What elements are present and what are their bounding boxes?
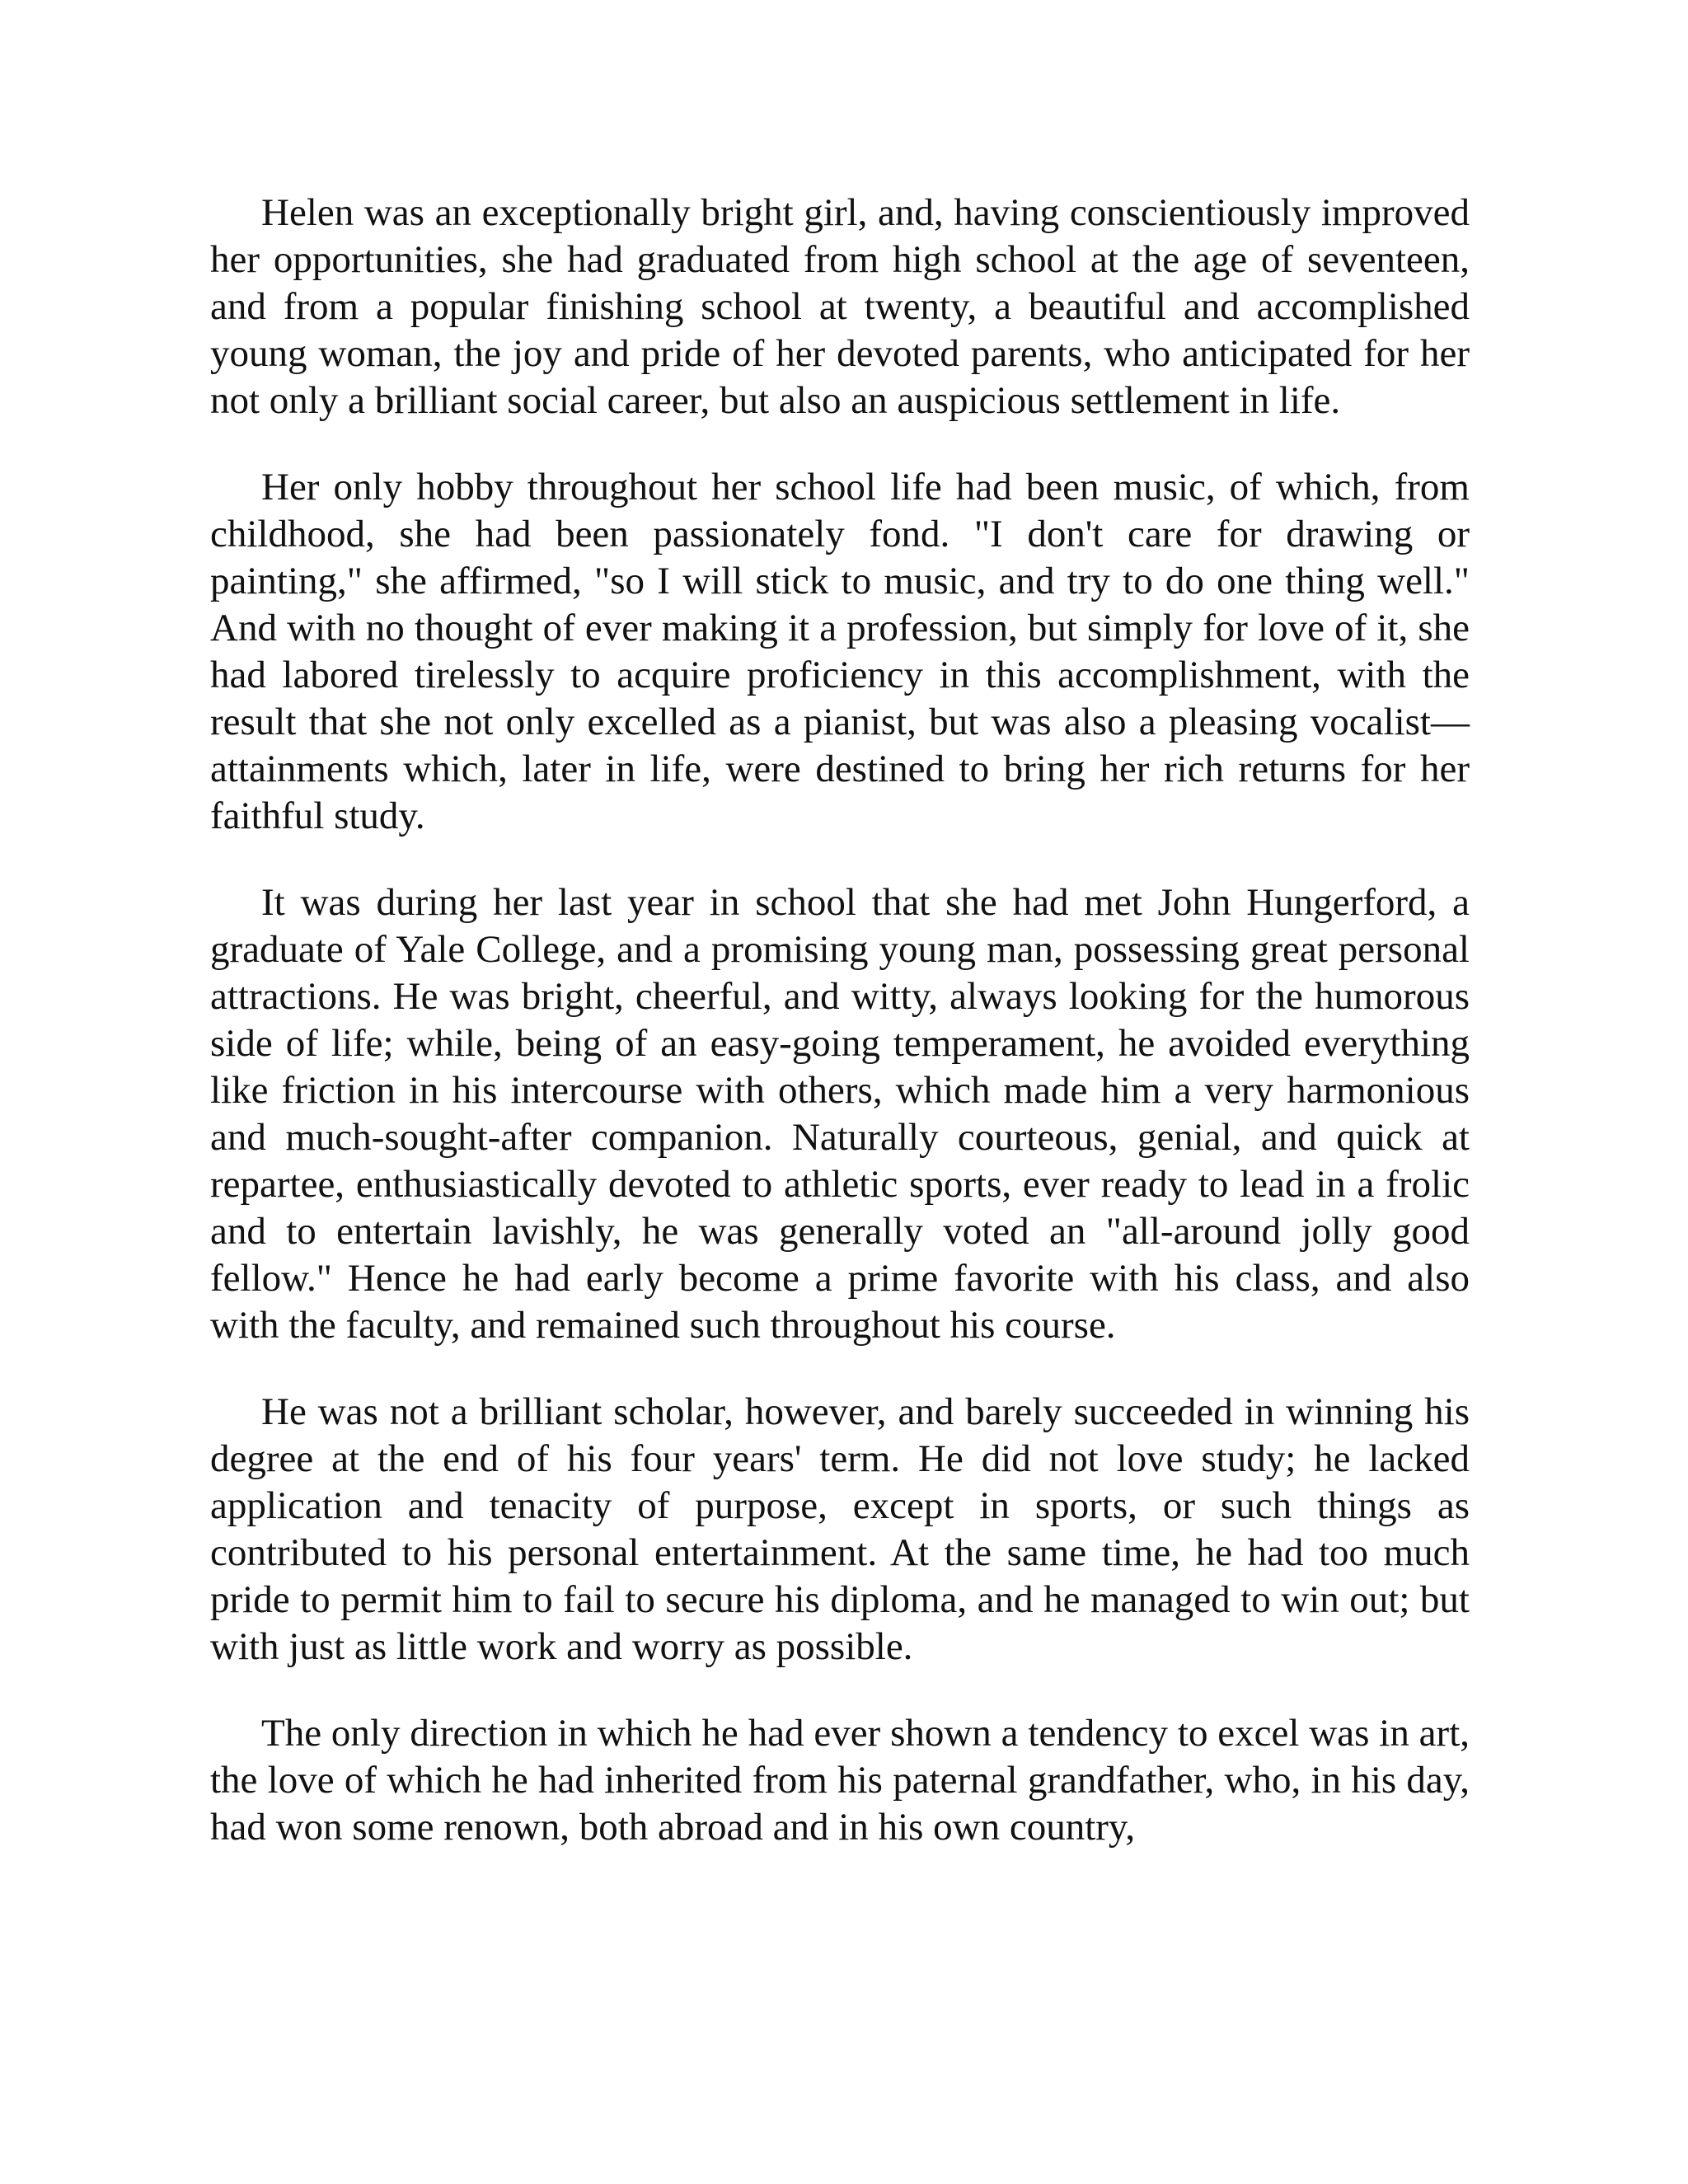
paragraph-3: It was during her last year in school that she had met John Hungerford, a graduate of Yale College, and a promising young man, possessing great personal attractions. He was bright, cheerful, and witty, always looking for the humorous side of life; while, being of an easy-going temperament, he avoided everything like friction in his intercourse with others, which made him a very harmonious and much-sought-after companion. Naturally courteous, genial, and quick at repartee, enthusiastically devoted to athletic sports, ever ready to lead in a frolic and to entertain lavishly, he was generally voted an "all-around jolly good fellow." Hence he had early become a prime favorite with his class, and also with the faculty, and remained such throughout his course. bbox=[210, 881, 1470, 1347]
document-page bbox=[210, 190, 1470, 1851]
paragraph-2: Her only hobby throughout her school life had been music, of which, from childhood, she had been passionately fond. "I don't care for drawing or painting," she affirmed, "so I will stick to music, and try to do one thing well." And with no thought of ever making it a profession, but simply for love of it, she had labored tirelessly to acquire proficiency in this accomplishment, with the result that she not only excelled as a pianist, but was also a pleasing vocalist—attainments which, later in life, were destined to bring her rich returns for her faithful study. bbox=[210, 466, 1470, 837]
paragraph-1: Helen was an exceptionally bright girl, and, having conscientiously improved her opportunities, she had graduated from high school at the age of seventeen, and from a popular finishing school at twenty, a beautiful and accomplished young woman, the joy and pride of her devoted parents, who anticipated for her not only a brilliant social career, but also an auspicious settlement in life. bbox=[210, 191, 1470, 422]
paragraph-5: The only direction in which he had ever shown a tendency to excel was in art, the love of which he had inherited from his paternal grandfather, who, in his day, had won some renown, both abroad and in his own country, bbox=[210, 1712, 1470, 1849]
paragraph-4: He was not a brilliant scholar, however, and barely succeeded in winning his degree at the end of his four years' term. He did not love study; he lacked application and tenacity of purpose, except in sports, or such things as contributed to his personal entertainment. At the same time, he had too much pride to permit him to fail to secure his diploma, and he managed to win out; but with just as little work and worry as possible. bbox=[210, 1390, 1470, 1668]
